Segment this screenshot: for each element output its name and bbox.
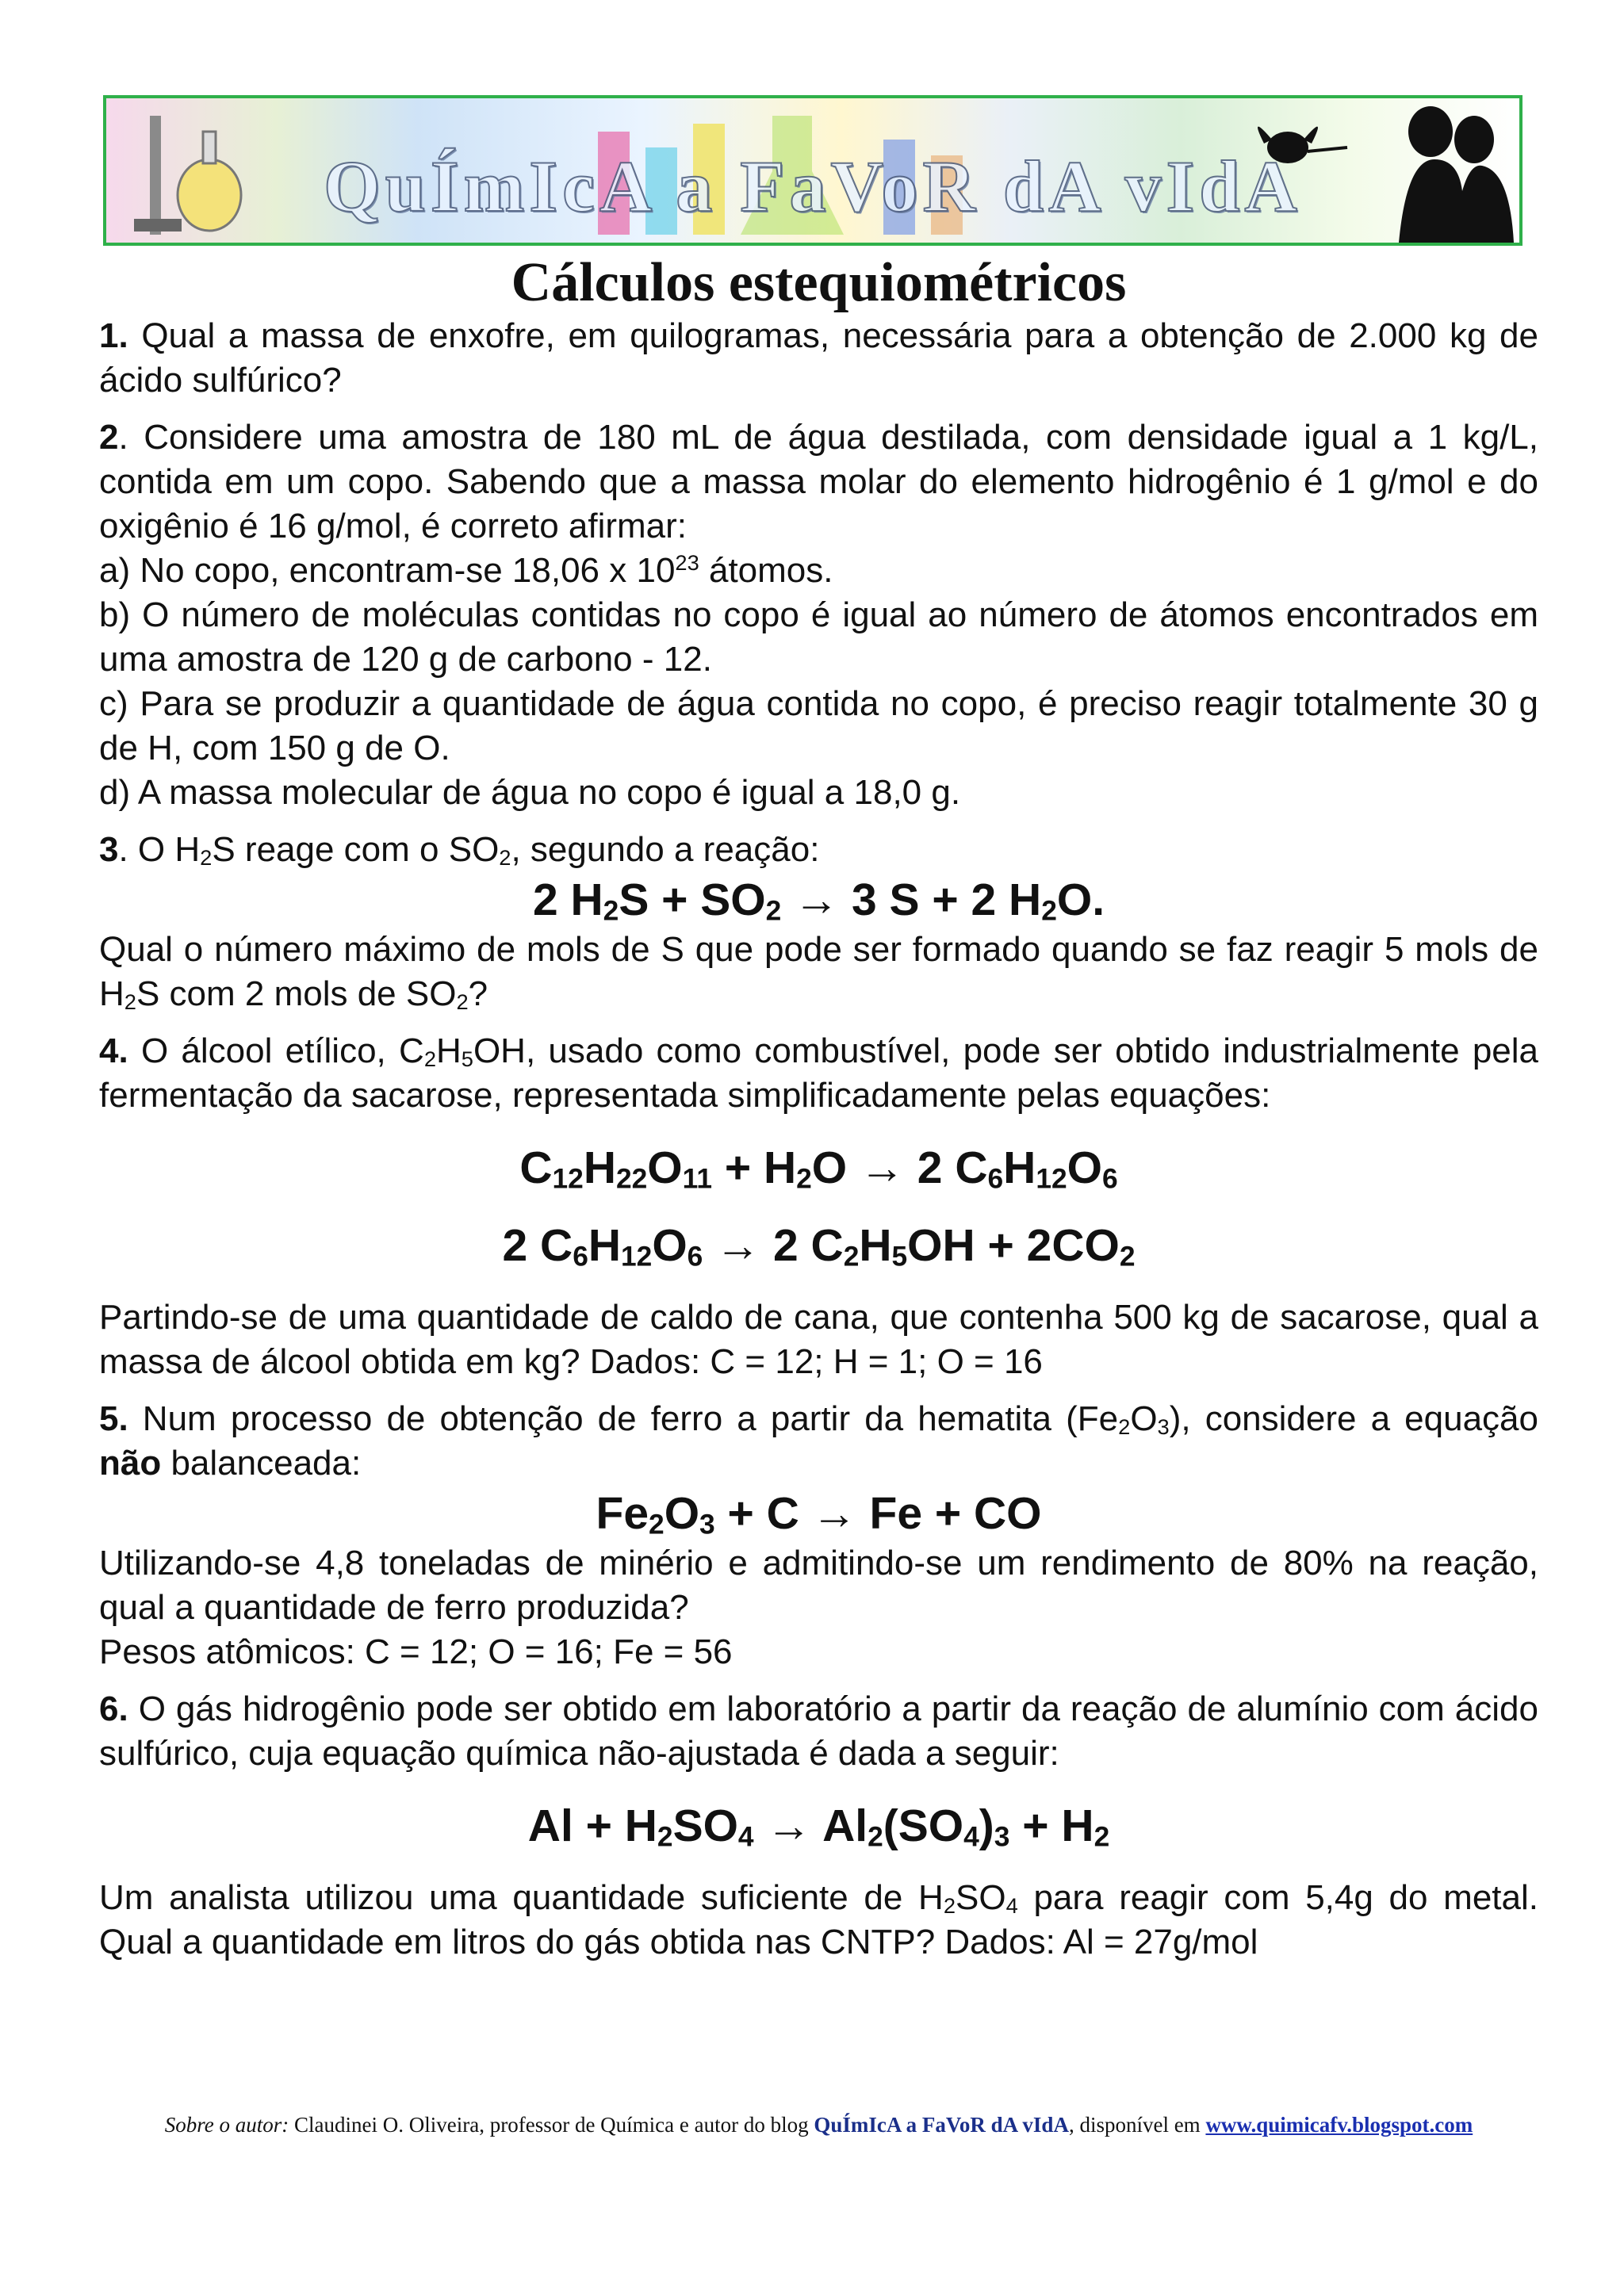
question-3-text: Qual o número máximo de mols de S que pode ser formado quando se faz reagir 5 mols de $H_2S$ com 2 mols de $SO_2$?	[99, 930, 1538, 1014]
option-b: b) O número de moléculas contidas no copo é igual ao número de átomos encontrados em uma amostra de 120 g de carbono - 12.	[99, 595, 1538, 679]
question-text: Qual a massa de enxofre, em quilogramas, necessária para a obtenção de 2.000 kg de ácido sulfúrico?	[99, 316, 1538, 400]
question-number: 3	[99, 830, 119, 869]
banner-title: QuÍmIcA a FaVoR dA vIdA	[324, 146, 1302, 227]
question-text: . Considere uma amostra de 180 mL de água destilada, com densidade igual a 1 kg/L, contida em um copo. Sabendo que a massa molar do elemento hidrogênio é 1 g/mol e do oxigênio é 16 g/mol, é correto afirmar:	[99, 418, 1538, 545]
question-1	[99, 314, 1538, 403]
question-number: 4.	[99, 1031, 128, 1070]
question-number: 6.	[99, 1689, 128, 1728]
question-4: 4. O álcool etílico, $C_2H_5OH$, usado como combustível, pode ser obtido industrialmente pela fermentação da sacarose, representada simplificadamente pelas equações:	[99, 1031, 1539, 1115]
question-5-text: Utilizando-se 4,8 toneladas de minério e admitindo-se um rendimento de 80% na reação, qual a quantidade de ferro produzida?	[99, 1544, 1538, 1627]
question-5-data: Pesos atômicos: C = 12; O = 16; Fe = 56	[99, 1632, 733, 1671]
option-a: a) No copo, encontram-se 18,06 x $10^{23}$ átomos.	[99, 550, 833, 590]
question-5: 5. Num processo de obtenção de ferro a partir da hematita $(Fe_2O_3)$, considere a equação não balanceada:	[99, 1399, 1538, 1483]
question-3: 3. O $H_2S$ reage com o $SO_2$, segundo a reação:	[99, 830, 820, 870]
blog-link[interactable]: www.quimicafv.blogspot.com	[1205, 2113, 1473, 2137]
equation-5: $Fe_2O_3 + C \to Fe$ + CO	[596, 1488, 1042, 1540]
question-number: 2	[99, 418, 119, 457]
question-4-text: Partindo-se de uma quantidade de caldo de cana, que contenha 500 kg de sacarose, qual a massa de álcool obtida em kg? Dados: C = 12; H = 1; O = 16	[99, 1298, 1538, 1381]
question-6-text: Um analista utilizou uma quantidade suficiente de $H_2SO_4$ para reagir com 5,4g do metal. Qual a quantidade em litros do gás obtida nas CNTP? Dados: Al = 27g/mol	[99, 1878, 1538, 1961]
footer-credit: Sobre o autor: Claudinei O. Oliveira, professor de Química e autor do blog QuÍmIcA a FaVoR dA vIdA, disponível em www.quimicafv.blogspot.com	[164, 2113, 1473, 2137]
question-6: 6. O gás hidrogênio pode ser obtido em laboratório a partir da reação de alumínio com ácido sulfúrico, cuja equação química não-ajustada é dada a seguir:	[99, 1689, 1538, 1773]
equation-4b: 2 $C_6H_{12}O_6 \to 2$ $C_2H_5OH + 2CO_2$	[502, 1220, 1136, 1272]
equation-4a: $C_{12}H_{22}O_{11} + H_2O \to 2$ $C_6H_{12}O_6$	[519, 1142, 1118, 1195]
header-banner	[103, 95, 1522, 246]
question-number: 1.	[99, 316, 128, 355]
option-d: d) A massa molecular de água no copo é igual a 18,0 g.	[99, 773, 961, 812]
equation-6: $Al + H_2SO_4 \to Al_2(SO_4)_3 + H_2$	[527, 1800, 1110, 1853]
equation-3: 2 $H_2S + SO_2 \to 3$ S + 2 $H_2O$.	[532, 874, 1105, 927]
question-number: 5.	[99, 1399, 128, 1438]
page-title: Cálculos estequiométricos	[511, 252, 1127, 313]
question-2	[99, 415, 1538, 549]
option-c: c) Para se produzir a quantidade de água contida no copo, é preciso reagir totalmente 30 g de H, com 150 g de O.	[99, 684, 1538, 767]
